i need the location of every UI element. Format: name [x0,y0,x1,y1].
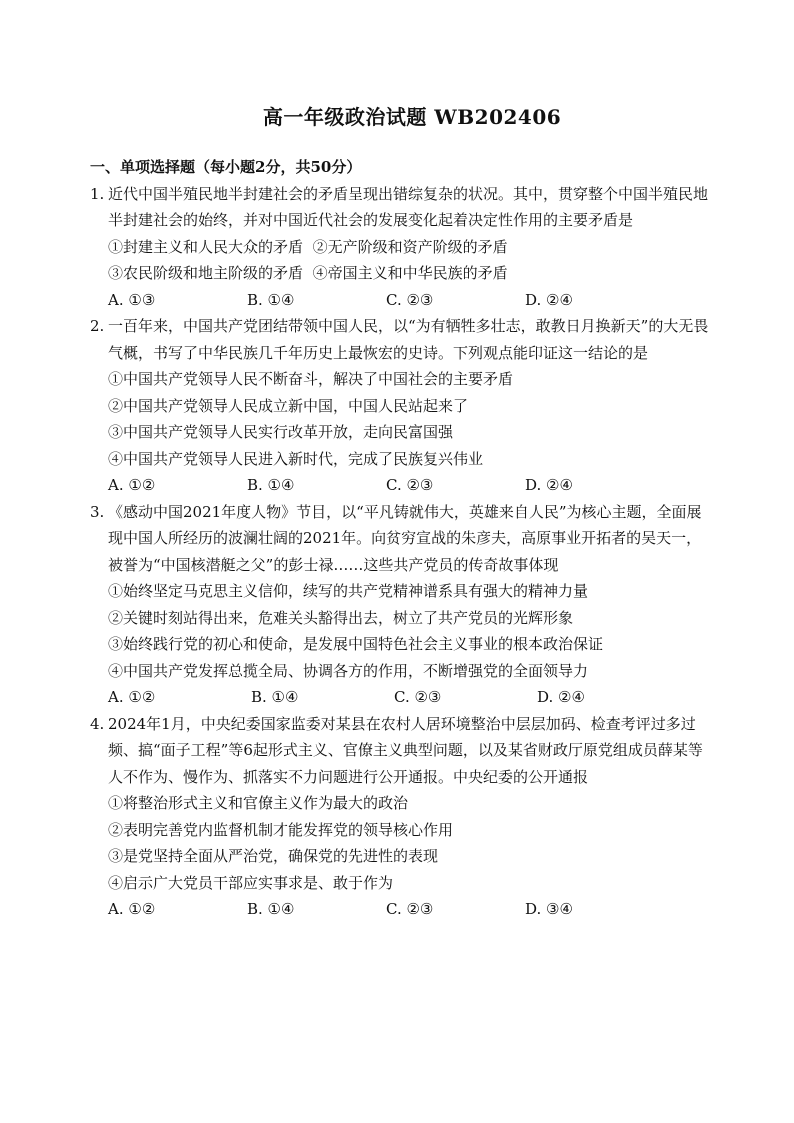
question-4 [90,711,716,923]
question-stem [90,499,716,579]
statement-row [108,260,716,287]
answer-options [108,684,716,711]
answer-options [108,287,716,314]
question-2 [90,313,716,499]
section-heading: 一、单项选择题（每小题2分，共50分） [90,158,362,176]
statement-2: ②中国共产党领导人民成立新中国，中国人民站起来了 [108,396,469,415]
statement-2: ②关键时刻站得出来，危难关头豁得出去，树立了共产党员的光辉形象 [108,608,574,627]
statement-3: ③中国共产党领导人民实行改革开放，走向民富国强 [108,423,454,441]
statement-3: ③始终践行党的初心和使命，是发展中国特色社会主义事业的根本政治保证 [108,635,604,653]
statement-3: ③农民阶级和地主阶级的矛盾 [108,264,304,282]
statement-1: ①中国共产党领导人民不断奋斗，解决了中国社会的主要矛盾 [108,370,514,388]
statement-4: ④帝国主义和中华民族的矛盾 [312,264,508,282]
option-a[interactable]: A. ①③ [108,290,156,309]
statement-1: ①将整治形式主义和官僚主义作为最大的政治 [108,794,409,812]
option-a[interactable]: A. ①② [108,688,156,706]
question-number: 2. [90,317,105,335]
question-text: 近代中国半殖民地半封建社会的矛盾呈现出错综复杂的状况。其中，贯穿整个中国半殖民地半封建社会的始终，并对中国近代社会的发展变化起着决定性作用的主要矛盾是 [108,184,709,229]
option-a[interactable]: A. ①② [108,476,156,494]
exam-title: 高一年级政治试题 WB202406 [262,105,562,129]
question-text: 一百年来，中国共产党团结带领中国人民，以“为有牺牲多壮志，敢教日月换新天”的大无畏气概，书写了中华民族几千年历史上最恢宏的史诗。下列观点能印证这一结论的是 [108,317,709,362]
question-text: 2024年1月，中央纪委国家监委对某县在农村人居环境整治中层层加码、检查考评过多过频、搞“面子工程”等6起形式主义、官僚主义典型问题，以及某省财政厅原党组成员薛某等人不作为、慢作为、抓落实不力问题进行公开通报。中央纪委的公开通报 [108,714,703,786]
statement-2: ②表明完善党内监督机制才能发挥党的领导核心作用 [108,820,454,839]
option-c[interactable]: C. ②③ [386,290,434,309]
statement-1: ①封建主义和人民大众的矛盾 [108,237,304,256]
option-b[interactable]: B. ①④ [247,900,295,918]
option-c[interactable]: C. ②③ [386,900,434,918]
question-stem [90,181,716,234]
question-text: 《感动中国2021年度人物》节目，以“平凡铸就伟大，英雄来自人民”为核心主题，全面展现中国人所经历的波澜壮阔的2021年。向贫穷宣战的朱彦夫，高原事业开拓者的吴天一，被誉为“中国核潜艇之父”的彭士禄……这些共产党员的传奇故事体现 [108,502,702,574]
option-c[interactable]: C. ②③ [394,688,442,706]
option-d[interactable]: D. ②④ [537,688,585,706]
statement-4: ④中国共产党发挥总揽全局、协调各方的作用，不断增强党的全面领导力 [108,661,589,680]
question-3 [90,499,716,711]
option-b[interactable]: B. ①④ [247,290,295,309]
option-d[interactable]: D. ③④ [525,900,573,918]
option-b[interactable]: B. ①④ [251,688,299,706]
statement-2: ②无产阶级和资产阶级的矛盾 [312,237,508,256]
question-stem [90,313,716,366]
statement-1: ①始终坚定马克思主义信仰，续写的共产党精神谱系具有强大的精神力量 [108,582,589,600]
option-a[interactable]: A. ①② [108,900,156,918]
option-c[interactable]: C. ②③ [386,476,434,494]
statement-4: ④中国共产党领导人民进入新时代，完成了民族复兴伟业 [108,449,484,468]
question-number: 3. [90,502,105,521]
option-b[interactable]: B. ①④ [247,476,295,494]
statement-3: ③是党坚持全面从严治党，确保党的先进性的表现 [108,847,439,865]
question-number: 4. [90,714,105,733]
answer-options [108,896,716,923]
question-1 [90,181,716,314]
statement-row [108,234,716,261]
question-number: 1. [90,184,105,203]
option-d[interactable]: D. ②④ [525,476,573,494]
answer-options [108,472,716,499]
option-d[interactable]: D. ②④ [525,290,573,309]
question-stem [90,711,716,791]
statement-4: ④启示广大党员干部应实事求是、敢于作为 [108,873,394,892]
